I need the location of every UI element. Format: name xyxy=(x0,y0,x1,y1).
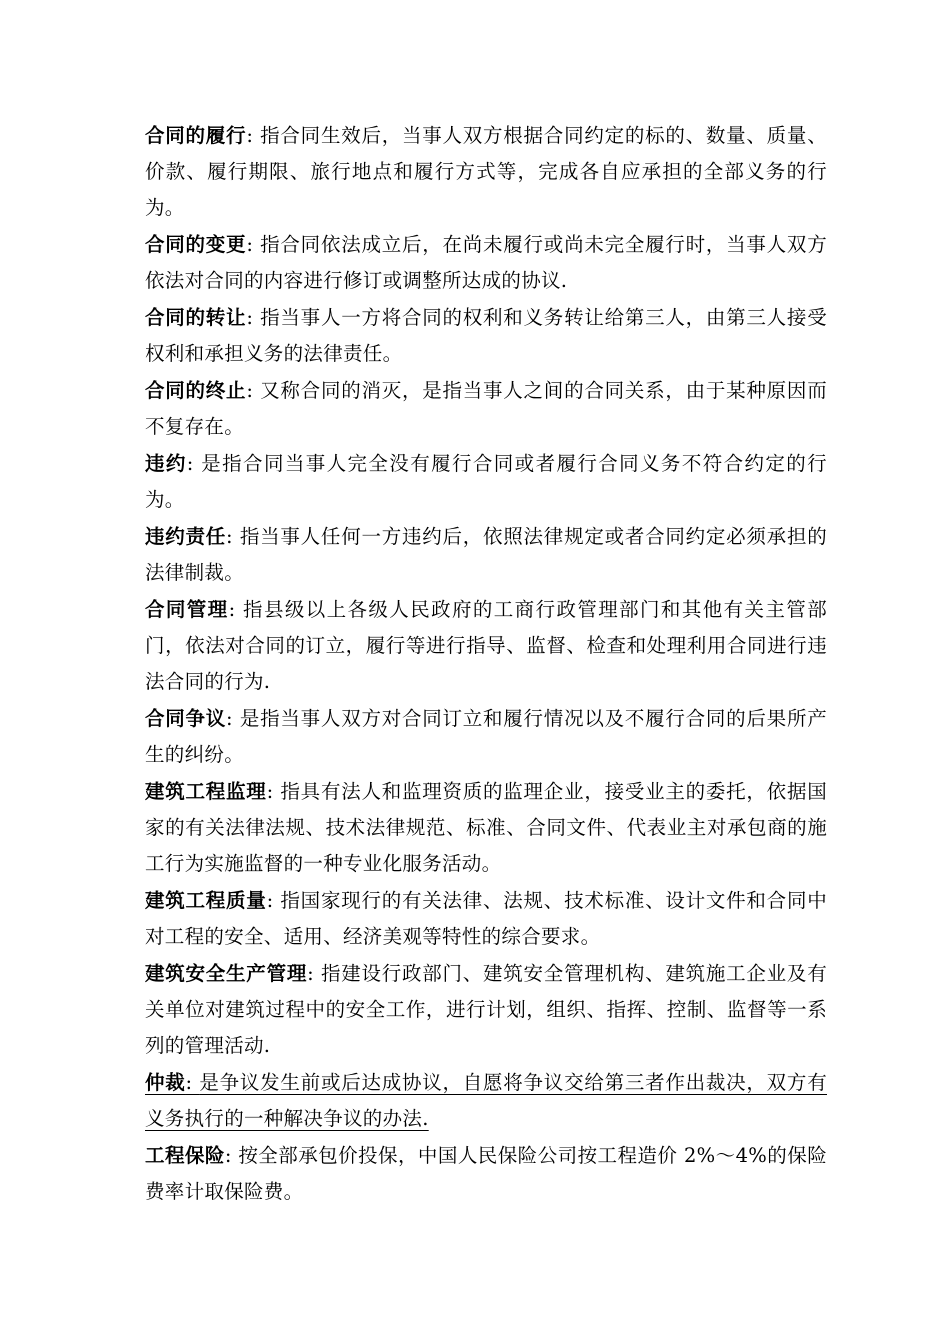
entry-contract-performance xyxy=(145,118,827,226)
term-label: 违约责任 xyxy=(145,525,227,548)
term-separator: : xyxy=(266,889,281,912)
term-label: 建筑安全生产管理 xyxy=(145,962,308,985)
entry-contract-management xyxy=(145,592,827,700)
definition-text: 指合同生效后，当事人双方根据合同约定的标的、数量、质量、价款、履行期限、旅行地点和履行方式等，完成各自应承担的全部义务的行为。 xyxy=(145,124,827,219)
term-separator: : xyxy=(246,233,261,256)
entry-construction-quality xyxy=(145,883,827,955)
definition-text: 是指合同当事人完全没有履行合同或者履行合同义务不符合约定的行为。 xyxy=(145,452,827,511)
term-label: 工程保险 xyxy=(145,1144,225,1167)
definition-text: 指国家现行的有关法律、法规、技术标准、设计文件和合同中对工程的安全、适用、经济美观等特性的综合要求。 xyxy=(145,889,828,948)
definition-text: 指县级以上各级人民政府的工商行政管理部门和其他有关主管部门，依法对合同的订立，履行等进行指导、监督、检查和处理利用合同进行违法合同的行为. xyxy=(145,598,827,693)
term-separator: : xyxy=(186,452,202,475)
definition-text: 指建设行政部门、建筑安全管理机构、建筑施工企业及有关单位对建筑过程中的安全工作，进行计划，组织、指挥、控制、监督等一系列的管理活动. xyxy=(145,962,827,1057)
definition-text: 指当事人一方将合同的权利和义务转让给第三人，由第三人接受权利和承担义务的法律责任。 xyxy=(145,306,827,365)
term-separator: : xyxy=(246,124,261,147)
term-label: 合同的转让 xyxy=(145,306,247,329)
definition-text: 指具有法人和监理资质的监理企业，接受业主的委托，依据国家的有关法律法规、技术法律规范、标准、合同文件、代表业主对承包商的施工行为实施监督的一种专业化服务活动。 xyxy=(145,780,828,875)
term-label: 合同的履行 xyxy=(145,124,247,147)
entry-construction-safety-management xyxy=(145,956,827,1064)
term-label: 合同管理 xyxy=(145,598,229,621)
entry-construction-supervision xyxy=(145,774,827,882)
term-label: 违约 xyxy=(145,452,187,475)
term-label: 建筑工程监理 xyxy=(145,780,267,803)
entry-contract-dispute xyxy=(145,701,827,773)
definition-text: 又称合同的消灭，是指当事人之间的合同关系，由于某种原因而不复存在。 xyxy=(145,379,827,438)
entry-engineering-insurance xyxy=(145,1138,827,1210)
term-label: 仲裁 xyxy=(145,1071,186,1094)
definition-text: 指合同依法成立后，在尚未履行或尚未完全履行时，当事人双方依法对合同的内容进行修订或调整所达成的协议. xyxy=(145,233,827,292)
term-separator: : xyxy=(246,306,261,329)
definition-text: 是争议发生前或后达成协议，自愿将争议交给第三者作出裁决，双方有义务执行的一种解决争议的办法. xyxy=(145,1071,827,1130)
term-label: 建筑工程质量 xyxy=(145,889,267,912)
term-separator: : xyxy=(228,598,244,621)
definition-text: 是指当事人双方对合同订立和履行情况以及不履行合同的后果所产生的纠纷。 xyxy=(145,707,828,766)
term-separator: : xyxy=(226,707,240,730)
term-separator: : xyxy=(185,1071,200,1094)
term-separator: : xyxy=(246,379,261,402)
entry-contract-termination xyxy=(145,373,827,445)
term-separator: : xyxy=(266,780,281,803)
entry-breach-liability xyxy=(145,519,827,591)
entry-contract-transfer xyxy=(145,300,827,372)
term-label: 合同的终止 xyxy=(145,379,247,402)
term-label: 合同的变更 xyxy=(145,233,247,256)
term-separator: : xyxy=(226,525,240,548)
definition-text: 按全部承包价投保，中国人民保险公司按工程造价 2%～4%的保险费率计取保险费。 xyxy=(145,1144,827,1203)
entry-contract-change xyxy=(145,227,827,299)
definition-text: 指当事人任何一方违约后，依照法律规定或者合同约定必须承担的法律制裁。 xyxy=(145,525,828,584)
term-label: 合同争议 xyxy=(145,707,227,730)
term-separator: : xyxy=(307,962,321,985)
entry-arbitration xyxy=(145,1065,827,1137)
term-separator: : xyxy=(224,1144,239,1167)
entry-breach xyxy=(145,446,827,518)
glossary-body xyxy=(145,118,827,1211)
